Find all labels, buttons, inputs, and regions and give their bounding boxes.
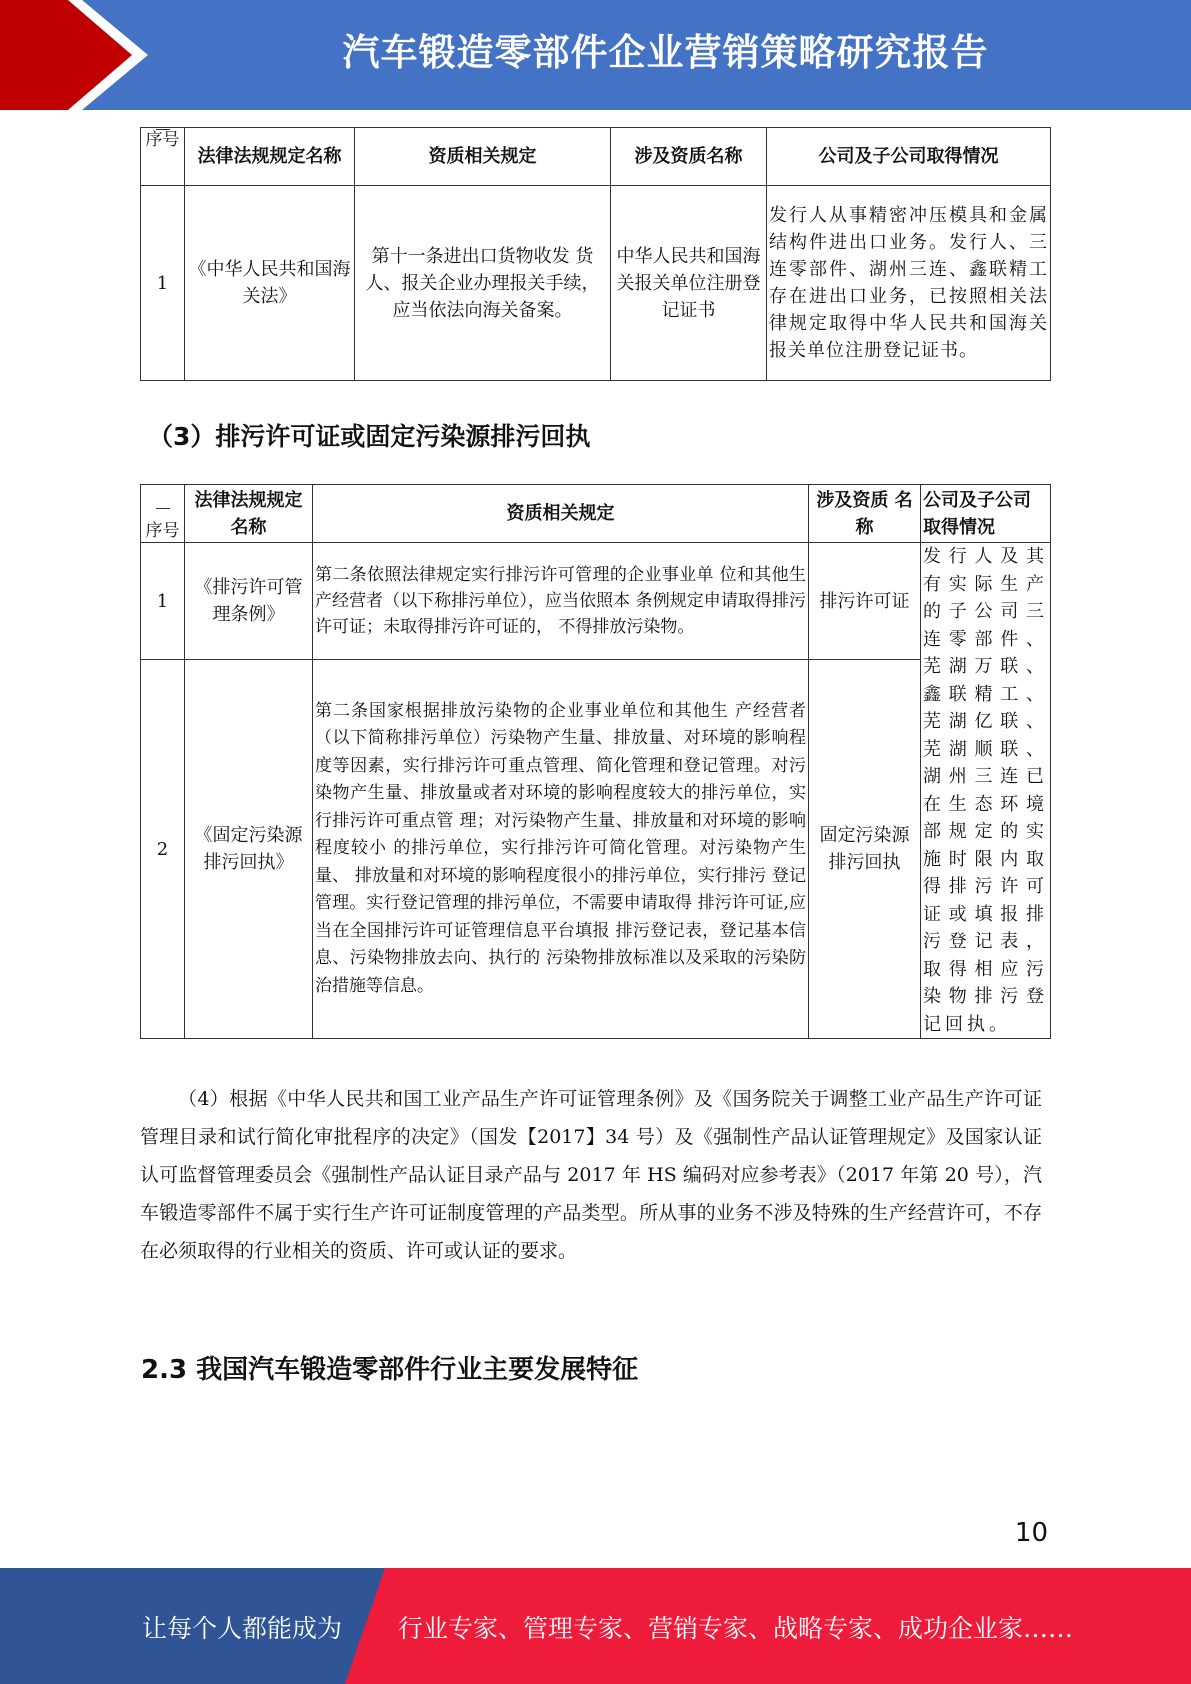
column-header-regulation: 资质相关规定 (313, 485, 809, 543)
row-index: 1 (141, 543, 185, 660)
table-row (141, 186, 1051, 381)
customs-qualification-table (140, 127, 1051, 381)
column-header-qualification: 涉及资质名称 (611, 128, 767, 186)
column-header-index: 序号 (141, 128, 185, 186)
regulation-text: 第十一条进出口货物收发 货人、报关企业办理报关手续，应当依法向海关备案。 (355, 186, 611, 381)
qualification-name: 中华人民共和国海关报关单位注册登记证书 (611, 186, 767, 381)
company-status-merged: 发行人及其有实际生产的子公司三连零部件、芜湖万联、鑫联精工、芜湖亿联、芜湖顺联、湖州三连已在生态环境部规定的实施时限内取得排污许可证或填报排污登记表，取得相应污染物排污登记回执。 (921, 543, 1051, 1039)
column-header-law-name: 法律法规规定名称 (185, 128, 355, 186)
regulation-text: 第二条依照法律规定实行排污许可管理的企业事业单 位和其他生产经营者（以下称排污单位），应当依照本 条例规定申请取得排污许可证；未取得排污许可证的， 不得排放污染物。 (313, 543, 809, 660)
company-status: 发行人从事精密冲压模具和金属结构件进出口业务。发行人、三连零部件、湖州三连、鑫联精工存在进出口业务，已按照相关法律规定取得中华人民共和国海关报关单位注册登记证书。 (767, 186, 1051, 381)
section-heading-pollution-permit: （3）排污许可证或固定污染源排污回执 (148, 422, 591, 451)
column-header-regulation: 资质相关规定 (355, 128, 611, 186)
report-title: 汽车锻造零部件企业营销策略研究报告 (342, 31, 989, 74)
body-paragraph-4: （4）根据《中华人民共和国工业产品生产许可证管理条例》及《国务院关于调整工业产品生产许可证管理目录和试行简化审批程序的决定》（国发【2017】34 号）及《强制性产品认证管理规定》及国家认证认可监督管理委员会《强制性产品认证目录产品与 2017 年 HS 编码对应参考表》（2017 年第 20 号），汽车锻造零部件不属于实行生产许可证制度管理的产品类型。所从事的业务不涉及特殊的生产经营许可，不存在必须取得的行业相关的资质、许可或认证的要求。 (140, 1088, 1042, 1262)
law-name: 《固定污染源排污回执》 (185, 660, 313, 1039)
table-header-row (141, 485, 1051, 543)
footer-slogan-left: 让每个人都能成为 (142, 1614, 343, 1643)
table-row (141, 543, 1051, 660)
column-header-qualification: 涉及资质 名称 (809, 485, 921, 543)
column-header-index: 序号 (141, 485, 185, 543)
pollution-permit-table (140, 484, 1051, 1039)
column-header-status: 公司及子公司取得情况 (767, 128, 1051, 186)
law-name: 《排污许可管理条例》 (185, 543, 313, 660)
table-row (141, 660, 1051, 1039)
header-arrow-decoration (0, 0, 160, 110)
column-header-law-name: 法律法规规定名称 (185, 485, 313, 543)
law-name: 《中华人民共和国海关法》 (185, 186, 355, 381)
row-index: 2 (141, 660, 185, 1039)
qualification-name: 固定污染源排污回执 (809, 660, 921, 1039)
section-heading-2-3: 2.3 我国汽车锻造零部件行业主要发展特征 (141, 1355, 639, 1385)
table-header-row (141, 128, 1051, 186)
row-index: 1 (141, 186, 185, 381)
qualification-name: 排污许可证 (809, 543, 921, 660)
footer-slogan-right: 行业专家、管理专家、营销专家、战略专家、成功企业家…… (398, 1614, 1074, 1643)
page-header (0, 0, 1191, 110)
column-header-status: 公司及子公司取得情况 (921, 485, 1051, 543)
page-number: 10 (1014, 1518, 1048, 1548)
regulation-text: 第二条国家根据排放污染物的企业事业单位和其他生 产经营者（以下简称排污单位）污染物产生量、排放量、对环境的影响程度等因素，实行排污许可重点管理、简化管理和登记管理。对污染物产生量、排放量或者对环境的影响程度较大的排污单位，实行排污许可重点管 理；对污染物产生量、排放量和对环境的影响程度较小 的排污单位，实行排污许可简化管理。对污染物产生量、 排放量和对环境的影响程度很小的排污单位，实行排污 登记管理。实行登记管理的排污单位，不需要申请取得 排污许可证,应当在全国排污许可证管理信息平台填报 排污登记表，登记基本信息、污染物排放去向、执行的 污染物排放标准以及采取的污染防治措施等信息。 (313, 660, 809, 1039)
